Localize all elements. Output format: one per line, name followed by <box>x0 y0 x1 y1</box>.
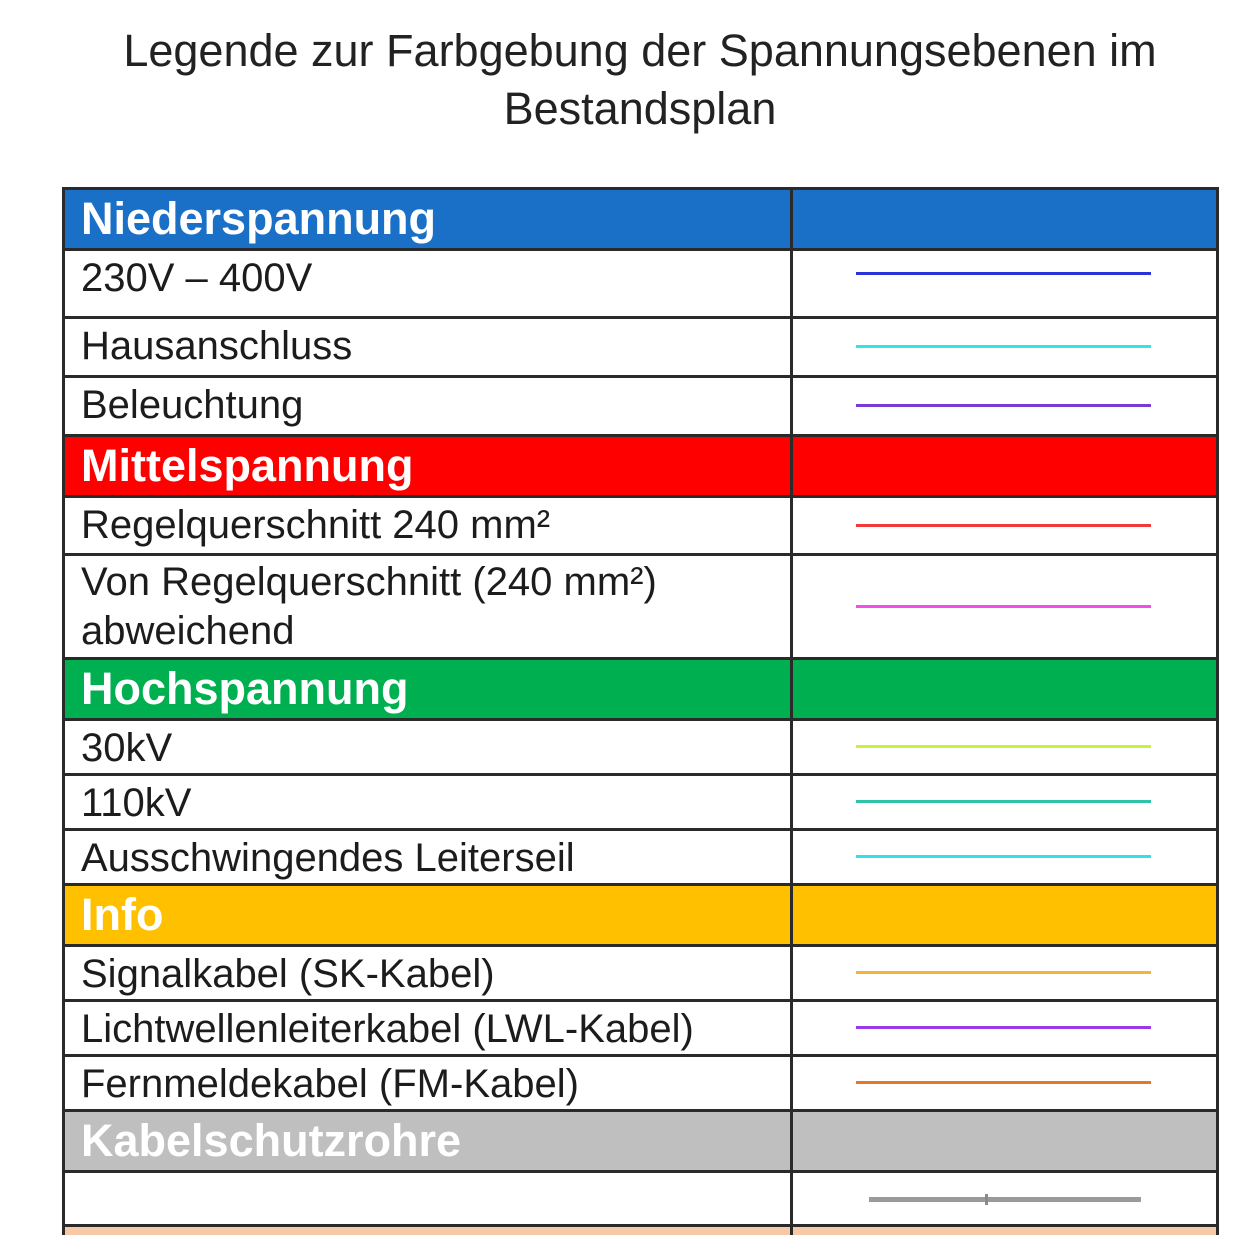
row-label: Signalkabel (SK-Kabel) <box>64 946 792 1001</box>
line-sample-cell <box>792 720 1218 775</box>
section-color-cell <box>792 189 1218 250</box>
line-sample-cell <box>792 555 1218 659</box>
pipe-joint-mark <box>985 1194 988 1205</box>
row-label: 110kV <box>64 775 792 830</box>
row-label: 230V – 400V <box>64 250 792 318</box>
row-label: Ausschwingendes Leiterseil <box>64 830 792 885</box>
section-title: Mittelspannung <box>64 436 792 497</box>
table-row <box>64 555 1218 659</box>
table-row <box>64 377 1218 436</box>
line-sample <box>856 524 1151 527</box>
line-sample <box>856 800 1151 803</box>
line-sample-cell <box>792 318 1218 377</box>
line-sample <box>856 404 1151 407</box>
line-sample <box>856 345 1151 348</box>
table-row <box>64 830 1218 885</box>
section-header-cutoff <box>64 1226 1218 1235</box>
line-sample-cell <box>792 377 1218 436</box>
table-row <box>64 497 1218 555</box>
line-sample-cell <box>792 250 1218 318</box>
line-sample-cell <box>792 1056 1218 1111</box>
line-sample-cell <box>792 497 1218 555</box>
line-sample <box>856 1081 1151 1084</box>
section-title: Info <box>64 885 792 946</box>
section-header-kabelschutzrohre <box>64 1111 1218 1172</box>
section-header-info <box>64 885 1218 946</box>
line-sample-cell <box>792 1001 1218 1056</box>
line-sample <box>856 971 1151 974</box>
legend-table <box>62 187 1219 1235</box>
section-color-cell <box>792 1111 1218 1172</box>
table-row <box>64 1056 1218 1111</box>
row-label: Hausanschluss <box>64 318 792 377</box>
section-title: Niederspannung <box>64 189 792 250</box>
table-row <box>64 250 1218 318</box>
section-header-hochspannung <box>64 659 1218 720</box>
section-title: Kabelschutzrohre <box>64 1111 792 1172</box>
line-sample-cell <box>792 830 1218 885</box>
section-header-niederspannung <box>64 189 1218 250</box>
table-row <box>64 1001 1218 1056</box>
table-row <box>64 775 1218 830</box>
row-label: Regelquerschnitt 240 mm² <box>64 497 792 555</box>
line-sample-cell <box>792 775 1218 830</box>
section-color-cell <box>792 885 1218 946</box>
table-row <box>64 1172 1218 1226</box>
row-label: 30kV <box>64 720 792 775</box>
section-title: Hochspannung <box>64 659 792 720</box>
section-color-cell <box>792 1226 1218 1235</box>
line-sample-cell <box>792 946 1218 1001</box>
line-sample <box>856 1026 1151 1029</box>
page-title: Legende zur Farbgebung der Spannungsebenen im Bestandsplan <box>123 25 1157 134</box>
line-sample-cell <box>792 1172 1218 1226</box>
line-sample <box>856 605 1151 608</box>
row-label: Von Regelquerschnitt (240 mm²) abweichend <box>64 555 792 659</box>
section-color-cell <box>792 659 1218 720</box>
section-color-cell <box>792 436 1218 497</box>
table-row <box>64 720 1218 775</box>
line-sample <box>869 1197 1141 1202</box>
table-row <box>64 318 1218 377</box>
line-sample <box>856 855 1151 858</box>
line-sample <box>856 272 1151 275</box>
section-title <box>64 1226 792 1235</box>
row-label <box>64 1172 792 1226</box>
table-row <box>64 946 1218 1001</box>
row-label: Lichtwellenleiterkabel (LWL-Kabel) <box>64 1001 792 1056</box>
row-label: Fernmeldekabel (FM-Kabel) <box>64 1056 792 1111</box>
row-label: Beleuchtung <box>64 377 792 436</box>
line-sample <box>856 745 1151 748</box>
section-header-mittelspannung <box>64 436 1218 497</box>
